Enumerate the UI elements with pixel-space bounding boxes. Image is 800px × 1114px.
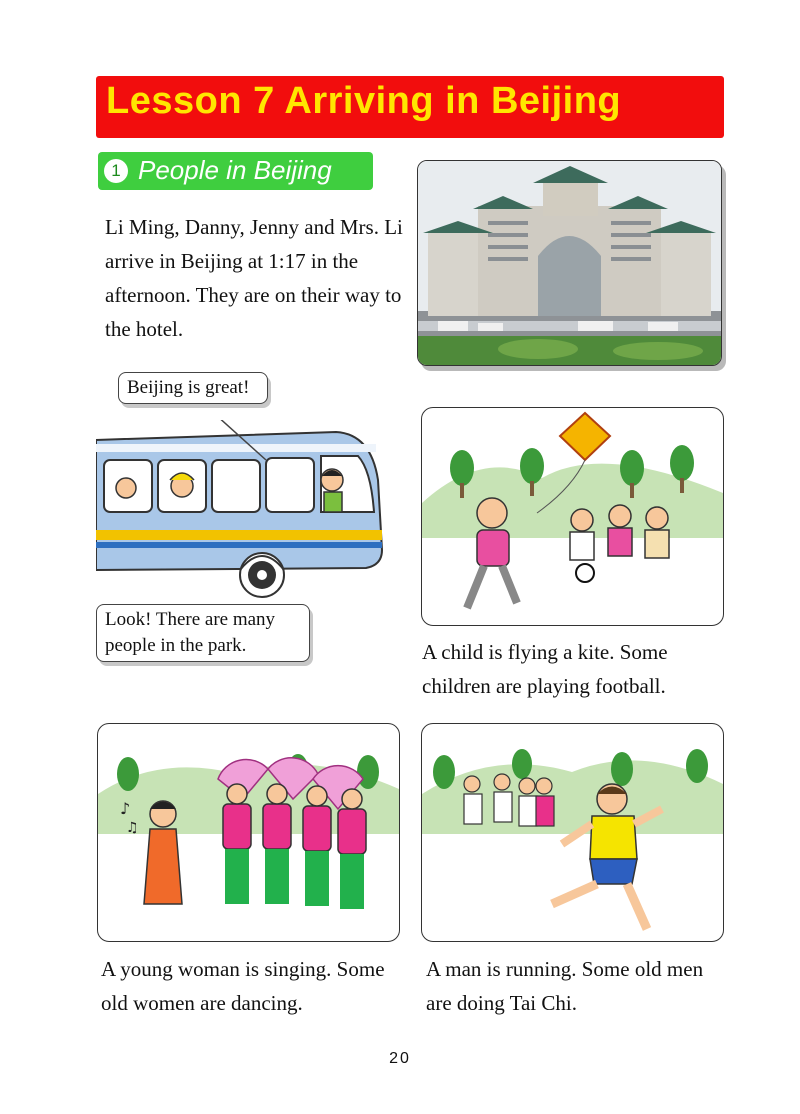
section-number: 1 [104, 159, 128, 183]
running-taichi-panel [421, 723, 724, 942]
section-title: People in Beijing [138, 155, 332, 185]
speech-bubble-bottom: Look! There are many people in the park. [96, 604, 310, 662]
singing-caption: A young woman is singing. Some old women are dancing. [101, 957, 385, 1015]
kite-football-illustration [422, 408, 723, 625]
singing-dancing-illustration [98, 724, 399, 941]
svg-text:♪: ♪ [120, 799, 131, 818]
kite-caption: A child is flying a kite. Some children are playing football. [422, 640, 668, 698]
station-photo [417, 160, 722, 366]
beijing-west-station-illustration [418, 161, 721, 365]
page-number: 20 [389, 1050, 411, 1067]
singing-dancing-panel [97, 723, 400, 942]
bus-illustration [96, 420, 396, 600]
speech-bubble-top: Beijing is great! [118, 372, 268, 404]
lesson-title: Lesson 7 Arriving in Beijing [106, 80, 622, 122]
svg-text:♫: ♫ [126, 820, 139, 836]
running-taichi-illustration [422, 724, 723, 941]
section-tag [98, 152, 373, 190]
intro-paragraph: Li Ming, Danny, Jenny and Mrs. Li arrive in Beijing at 1:17 in the afternoon. They are on their way to the hotel. [105, 215, 403, 341]
lesson-title-bar [96, 76, 724, 138]
kite-panel [421, 407, 724, 626]
running-caption: A man is running. Some old men are doing Tai Chi. [426, 957, 704, 1015]
